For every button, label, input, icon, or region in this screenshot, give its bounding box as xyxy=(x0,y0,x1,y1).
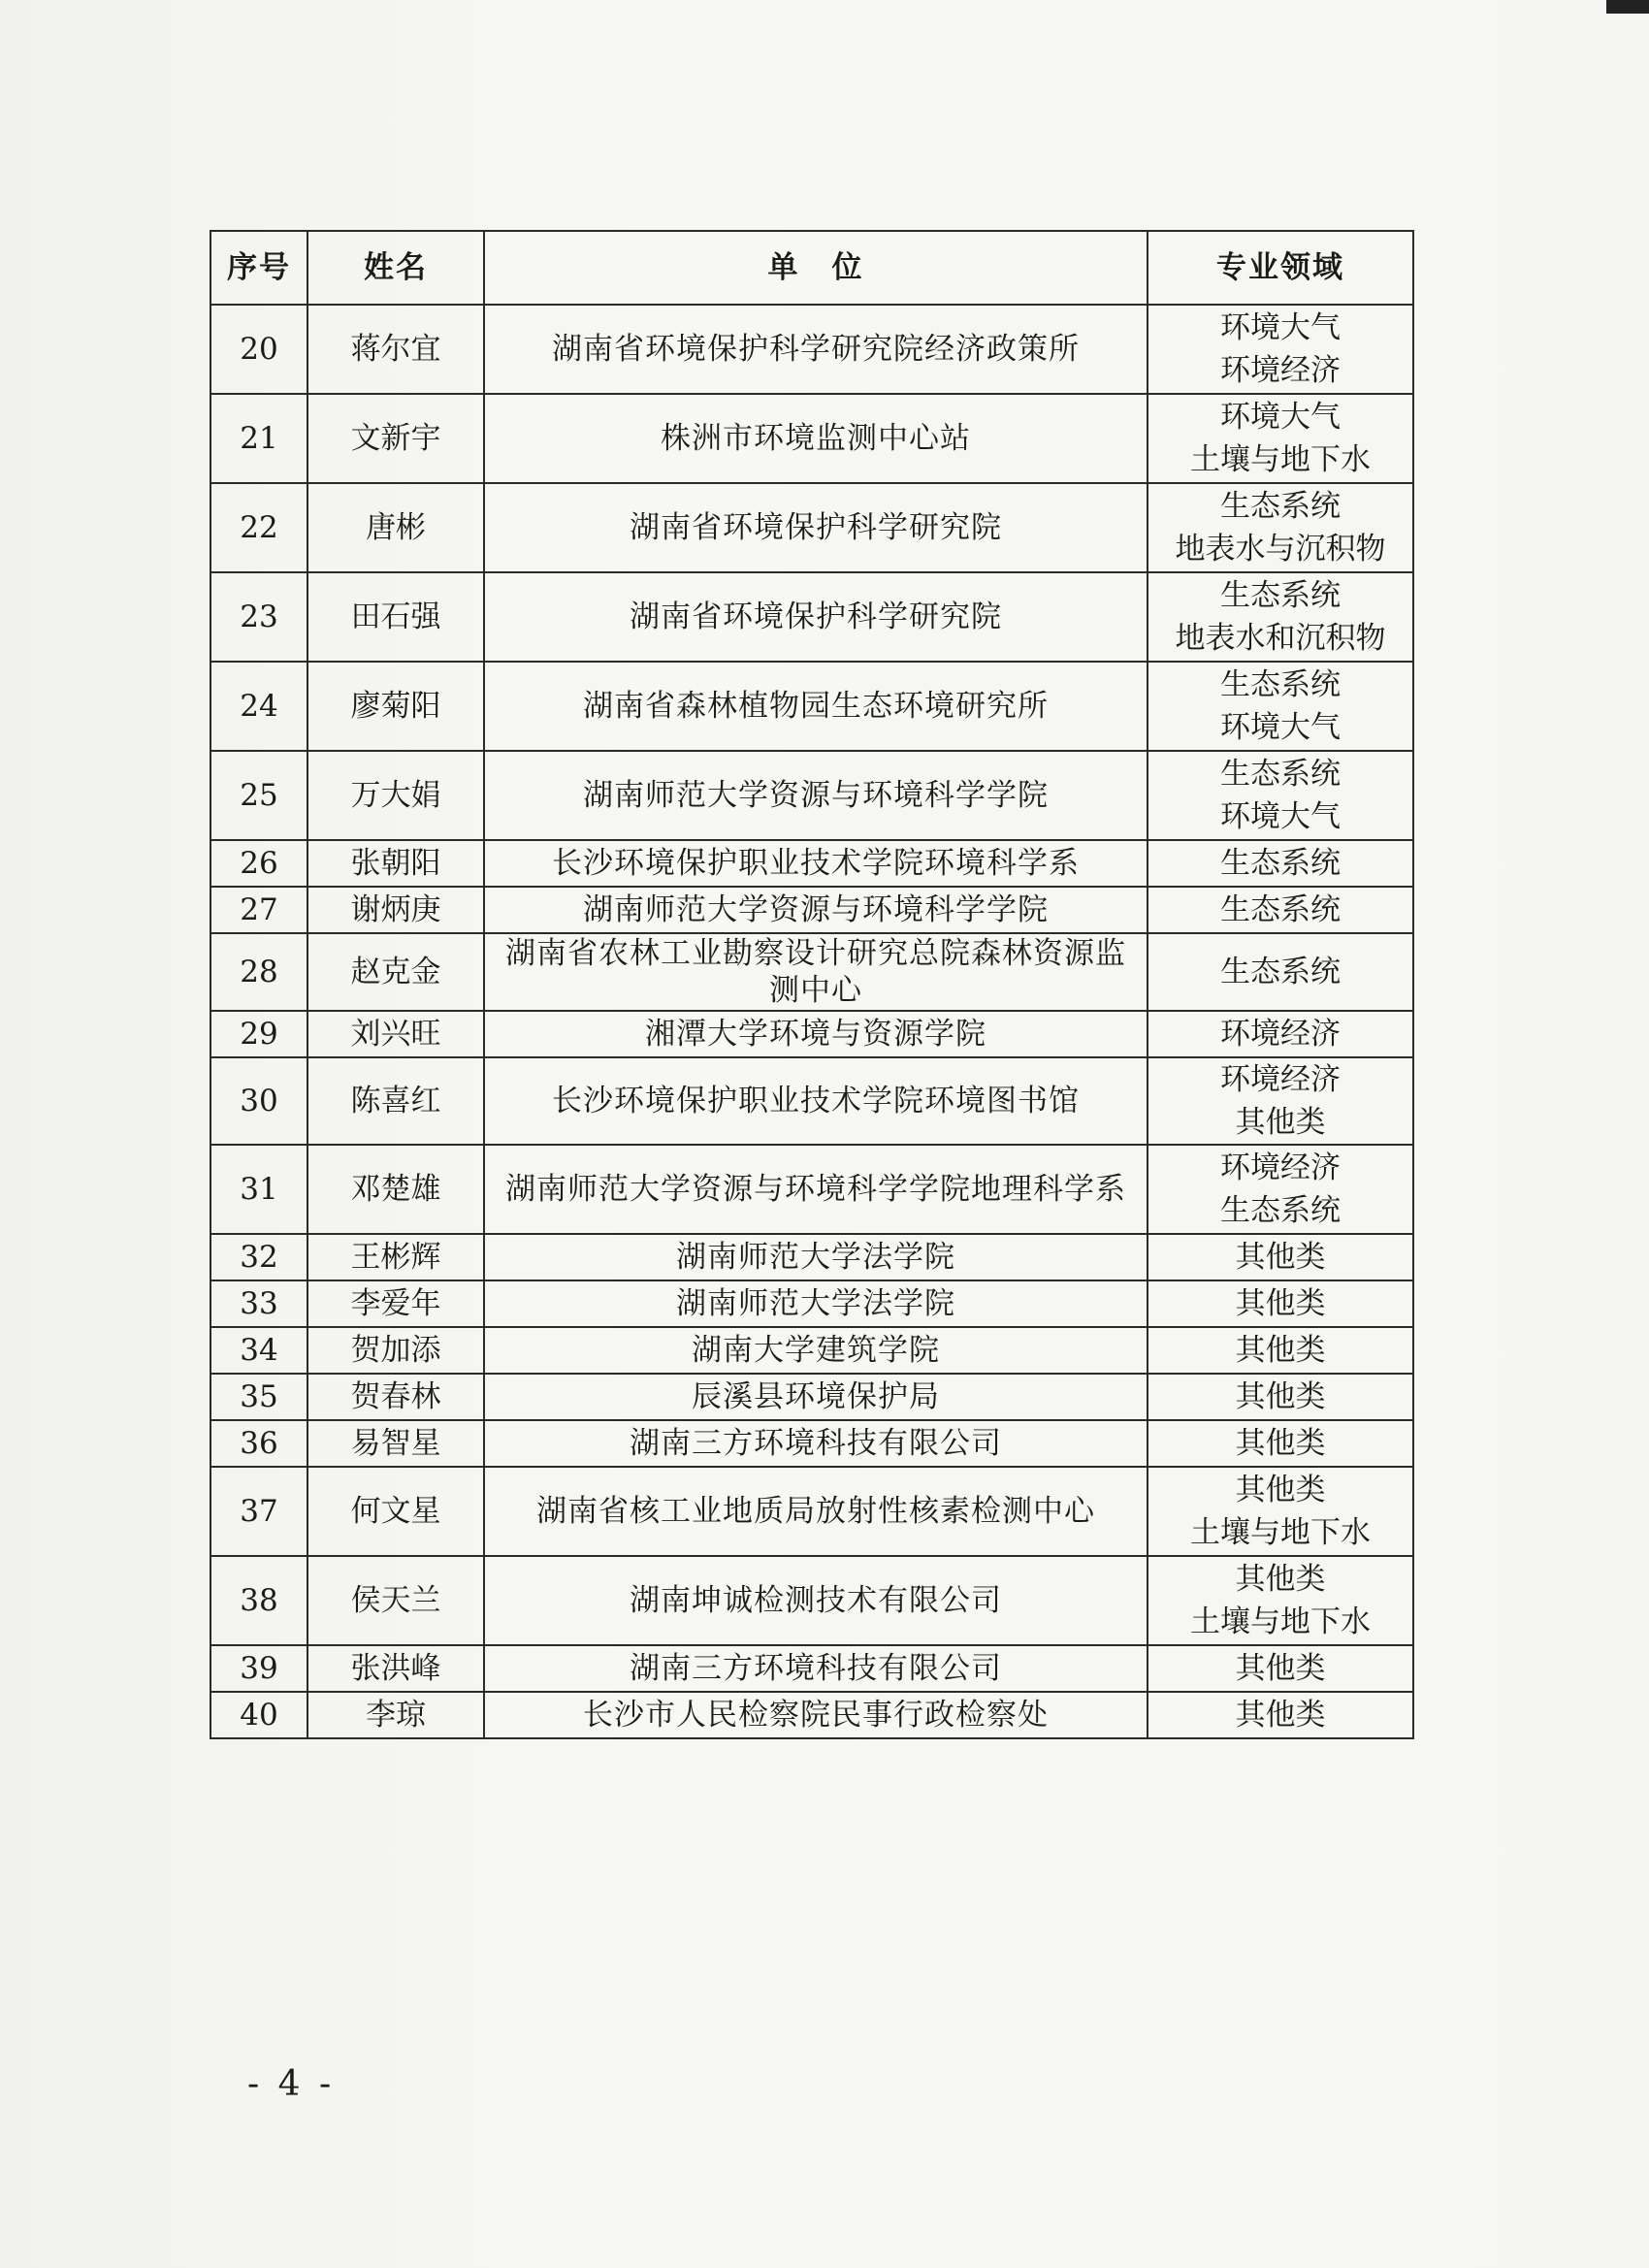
name-cell: 易智星 xyxy=(307,1420,484,1467)
serial-number-cell: 28 xyxy=(210,933,307,1011)
serial-number-cell: 26 xyxy=(210,840,307,887)
field-entry: 生态系统 xyxy=(1220,667,1341,702)
unit-cell: 湖南师范大学法学院 xyxy=(484,1280,1148,1327)
table-row xyxy=(210,483,1413,572)
serial-number-cell: 27 xyxy=(210,887,307,933)
field-entry: 地表水与沉积物 xyxy=(1175,532,1386,567)
name-cell: 张朝阳 xyxy=(307,840,484,887)
unit-cell: 湖南师范大学资源与环境科学学院 xyxy=(484,751,1148,840)
field-entry: 其他类 xyxy=(1235,1286,1326,1321)
table-row xyxy=(210,1327,1413,1374)
serial-number-cell: 20 xyxy=(210,305,307,394)
serial-number-cell: 34 xyxy=(210,1327,307,1374)
table-row xyxy=(210,1234,1413,1280)
name-cell: 侯天兰 xyxy=(307,1556,484,1645)
name-cell: 何文星 xyxy=(307,1467,484,1556)
table-header-row xyxy=(210,231,1413,305)
expert-roster-table xyxy=(210,230,1414,1739)
table-row xyxy=(210,887,1413,933)
name-cell: 王彬辉 xyxy=(307,1234,484,1280)
unit-cell: 湖南三方环境科技有限公司 xyxy=(484,1420,1148,1467)
field-entry: 其他类 xyxy=(1235,1105,1326,1140)
field-cell xyxy=(1148,1556,1413,1645)
field-entry: 生态系统 xyxy=(1220,757,1341,792)
unit-cell: 长沙市人民检察院民事行政检察处 xyxy=(484,1692,1148,1738)
name-cell: 陈喜红 xyxy=(307,1057,484,1145)
unit-cell: 湖南省核工业地质局放射性核素检测中心 xyxy=(484,1467,1148,1556)
field-cell xyxy=(1148,751,1413,840)
field-cell xyxy=(1148,1645,1413,1692)
name-cell: 田石强 xyxy=(307,572,484,662)
name-cell: 廖菊阳 xyxy=(307,662,484,751)
field-cell xyxy=(1148,933,1413,1011)
table-row xyxy=(210,572,1413,662)
field-entry: 环境大气 xyxy=(1220,710,1341,745)
header-name: 姓名 xyxy=(307,231,484,305)
serial-number-cell: 22 xyxy=(210,483,307,572)
serial-number-cell: 24 xyxy=(210,662,307,751)
field-cell xyxy=(1148,662,1413,751)
field-entry: 生态系统 xyxy=(1220,489,1341,524)
field-entry: 生态系统 xyxy=(1220,1193,1341,1228)
serial-number-cell: 25 xyxy=(210,751,307,840)
field-entry: 其他类 xyxy=(1235,1426,1326,1461)
table-row xyxy=(210,305,1413,394)
unit-cell: 湘潭大学环境与资源学院 xyxy=(484,1011,1148,1057)
field-cell xyxy=(1148,887,1413,933)
unit-cell: 湖南坤诚检测技术有限公司 xyxy=(484,1556,1148,1645)
field-entry: 其他类 xyxy=(1235,1379,1326,1414)
field-cell xyxy=(1148,572,1413,662)
field-entry: 其他类 xyxy=(1235,1333,1326,1368)
name-cell: 李爱年 xyxy=(307,1280,484,1327)
name-cell: 谢炳庚 xyxy=(307,887,484,933)
field-cell xyxy=(1148,1420,1413,1467)
field-entry: 地表水和沉积物 xyxy=(1175,621,1386,656)
field-entry: 生态系统 xyxy=(1220,955,1341,989)
name-cell: 张洪峰 xyxy=(307,1645,484,1692)
field-entry: 环境经济 xyxy=(1220,1062,1341,1097)
serial-number-cell: 36 xyxy=(210,1420,307,1467)
field-cell xyxy=(1148,1467,1413,1556)
unit-cell: 湖南大学建筑学院 xyxy=(484,1327,1148,1374)
table-row xyxy=(210,1145,1413,1234)
table-body xyxy=(210,305,1413,1738)
serial-number-cell: 23 xyxy=(210,572,307,662)
table-row xyxy=(210,1057,1413,1145)
table-row xyxy=(210,1645,1413,1692)
field-entry: 土壤与地下水 xyxy=(1190,442,1371,477)
field-cell xyxy=(1148,1327,1413,1374)
unit-cell: 湖南省环境保护科学研究院 xyxy=(484,483,1148,572)
field-entry: 环境大气 xyxy=(1220,799,1341,834)
field-entry: 其他类 xyxy=(1235,1240,1326,1275)
serial-number-cell: 29 xyxy=(210,1011,307,1057)
unit-cell: 株洲市环境监测中心站 xyxy=(484,394,1148,483)
table-row xyxy=(210,840,1413,887)
serial-number-cell: 30 xyxy=(210,1057,307,1145)
table-row xyxy=(210,1011,1413,1057)
serial-number-cell: 21 xyxy=(210,394,307,483)
field-entry: 环境经济 xyxy=(1220,1017,1341,1052)
field-entry: 土壤与地下水 xyxy=(1190,1515,1371,1550)
name-cell: 文新宇 xyxy=(307,394,484,483)
table-row xyxy=(210,394,1413,483)
unit-cell: 湖南师范大学资源与环境科学学院 xyxy=(484,887,1148,933)
name-cell: 蒋尔宜 xyxy=(307,305,484,394)
field-entry: 其他类 xyxy=(1235,1473,1326,1507)
name-cell: 贺春林 xyxy=(307,1374,484,1420)
field-cell xyxy=(1148,1280,1413,1327)
unit-cell: 长沙环境保护职业技术学院环境图书馆 xyxy=(484,1057,1148,1145)
field-cell xyxy=(1148,483,1413,572)
unit-cell: 湖南师范大学资源与环境科学学院地理科学系 xyxy=(484,1145,1148,1234)
serial-number-cell: 32 xyxy=(210,1234,307,1280)
field-entry: 其他类 xyxy=(1235,1698,1326,1733)
unit-cell: 湖南省农林工业勘察设计研究总院森林资源监测中心 xyxy=(484,933,1148,1011)
serial-number-cell: 33 xyxy=(210,1280,307,1327)
page-number: - 4 - xyxy=(247,2064,336,2104)
field-cell xyxy=(1148,1145,1413,1234)
name-cell: 李琼 xyxy=(307,1692,484,1738)
field-entry: 土壤与地下水 xyxy=(1190,1604,1371,1639)
field-entry: 环境经济 xyxy=(1220,1150,1341,1185)
serial-number-cell: 31 xyxy=(210,1145,307,1234)
name-cell: 唐彬 xyxy=(307,483,484,572)
unit-cell: 湖南省环境保护科学研究院经济政策所 xyxy=(484,305,1148,394)
table-row xyxy=(210,1374,1413,1420)
unit-cell: 湖南省环境保护科学研究院 xyxy=(484,572,1148,662)
unit-cell: 湖南师范大学法学院 xyxy=(484,1234,1148,1280)
field-cell xyxy=(1148,305,1413,394)
unit-cell: 湖南三方环境科技有限公司 xyxy=(484,1645,1148,1692)
table-row xyxy=(210,1556,1413,1645)
header-field: 专业领域 xyxy=(1148,231,1413,305)
header-serial-number: 序号 xyxy=(210,231,307,305)
table-row xyxy=(210,662,1413,751)
name-cell: 邓楚雄 xyxy=(307,1145,484,1234)
field-cell xyxy=(1148,1057,1413,1145)
unit-cell: 长沙环境保护职业技术学院环境科学系 xyxy=(484,840,1148,887)
serial-number-cell: 40 xyxy=(210,1692,307,1738)
table-row xyxy=(210,1692,1413,1738)
field-cell xyxy=(1148,1011,1413,1057)
unit-cell: 辰溪县环境保护局 xyxy=(484,1374,1148,1420)
field-cell xyxy=(1148,1374,1413,1420)
name-cell: 贺加添 xyxy=(307,1327,484,1374)
field-cell xyxy=(1148,1692,1413,1738)
field-entry: 生态系统 xyxy=(1220,846,1341,881)
serial-number-cell: 39 xyxy=(210,1645,307,1692)
scan-edge-mark xyxy=(1606,0,1649,14)
table-row xyxy=(210,751,1413,840)
table-row xyxy=(210,1280,1413,1327)
name-cell: 刘兴旺 xyxy=(307,1011,484,1057)
serial-number-cell: 35 xyxy=(210,1374,307,1420)
table-row xyxy=(210,1420,1413,1467)
field-entry: 其他类 xyxy=(1235,1562,1326,1597)
header-unit: 单 位 xyxy=(484,231,1148,305)
field-entry: 环境经济 xyxy=(1220,353,1341,388)
name-cell: 赵克金 xyxy=(307,933,484,1011)
field-entry: 生态系统 xyxy=(1220,892,1341,927)
field-entry: 环境大气 xyxy=(1220,310,1341,345)
table-row xyxy=(210,933,1413,1011)
field-cell xyxy=(1148,1234,1413,1280)
field-cell xyxy=(1148,840,1413,887)
serial-number-cell: 37 xyxy=(210,1467,307,1556)
serial-number-cell: 38 xyxy=(210,1556,307,1645)
field-entry: 生态系统 xyxy=(1220,578,1341,613)
name-cell: 万大娟 xyxy=(307,751,484,840)
field-entry: 环境大气 xyxy=(1220,400,1341,435)
unit-cell: 湖南省森林植物园生态环境研究所 xyxy=(484,662,1148,751)
field-entry: 其他类 xyxy=(1235,1651,1326,1686)
field-cell xyxy=(1148,394,1413,483)
table-row xyxy=(210,1467,1413,1556)
